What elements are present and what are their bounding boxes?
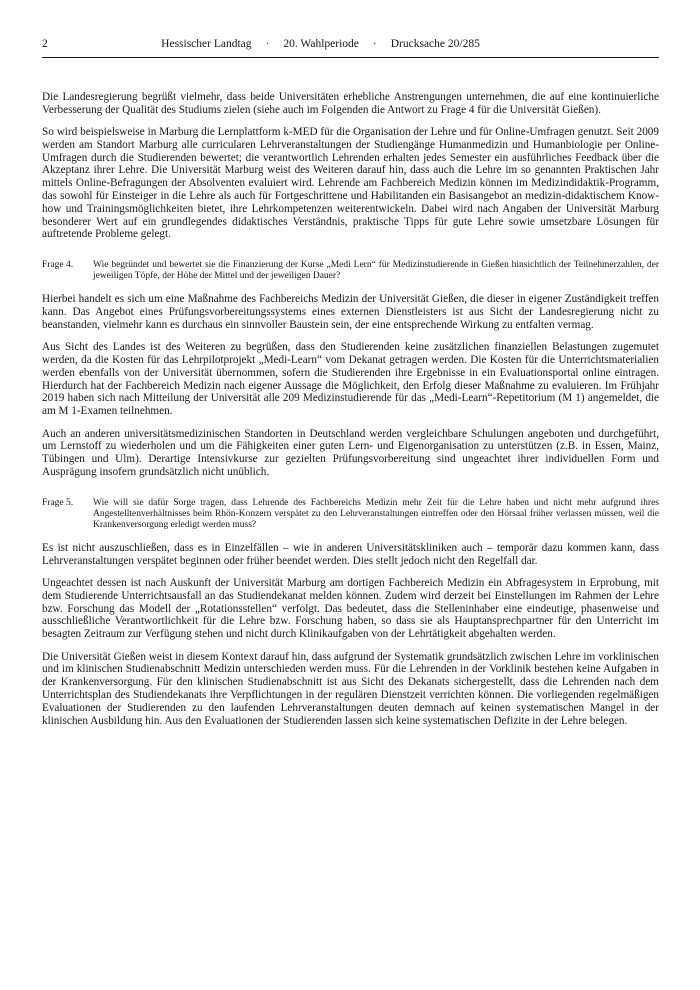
header-docket: Drucksache 20/285 [390, 38, 480, 50]
header-doc-title: Hessischer Landtag [161, 38, 252, 50]
question-label: Frage 4. [42, 260, 74, 271]
header-separator: · [265, 38, 270, 50]
paragraph: Es ist nicht auszuschließen, dass es in Einzelfällen – wie in anderen Universitätskliniken auch – temporär dazu kommen kann, dass Lehrveranstaltungen verspätet beginnen oder früher beendet werden. Dies stellt jedoch nicht den Regelfall dar. [42, 541, 659, 567]
paragraph: Hierbei handelt es sich um eine Maßnahme des Fachbereichs Medizin der Universität Gießen, die dieser in eigener Zuständigkeit treffen kann. Das Angebot eines Prüfungsvorbereitungssystems eines externen Dienstleisters ist aus Sicht der Landesregierung nicht zu beanstanden, vielmehr kann es durchaus ein sinnvoller Baustein sein, der eine entsprechende Wirkung zu entfalten vermag. [42, 293, 659, 331]
paragraph: Aus Sicht des Landes ist des Weiteren zu begrüßen, dass den Studierenden keine zusätzlichen finanziellen Belastungen zugemutet werden, da die Kosten für das Lehrpilotprojekt „Medi-Learn“ vom Dekanat getragen werden. Die Kosten für die Unterrichtsmaterialien werden ebenfalls von der Universität übernommen, sofern die Studierenden ihre Ergebnisse in ein Evaluationsportal online eintragen. Hierdurch hat der Fachbereich Medizin nach eigener Aussage die Möglichkeit, den Erfolg dieser Maßnahme zu evaluieren. Im Frühjahr 2019 haben sich nach Mitteilung der Universität alle 209 Medizinstudierende für das „Medi-Learn“-Repetitorium (M 1) angemeldet, die am M 1-Examen teilnehmen. [42, 341, 659, 418]
question-block-frage-5 [42, 498, 659, 531]
question-text: Wie begründet und bewertet sie die Finanzierung der Kurse „Medi Lern“ für Medizinstudierende in Gießen hinsichtlich der Teilnehmerzahlen, der jeweiligen Töpfe, der Höhe der Mittel und der jeweiligen Dauer? [93, 260, 659, 282]
question-text: Wie will sie dafür Sorge tragen, dass Lehrende des Fachbereichs Medizin mehr Zeit für die Lehre haben und nicht mehr aufgrund ihres Angestelltenverhältnisses beim Rhön-Konzern verspätet zu den Lehrveranstaltungen eintreffen oder den Hörsaal früher verlassen müssen, weil die Krankenversorgung erledigt werden muss? [93, 497, 659, 530]
paragraph: Ungeachtet dessen ist nach Auskunft der Universität Marburg am dortigen Fachbereich Medizin ein Abfragesystem in Erprobung, mit dem Studierende Unterrichtsausfall an das Studiendekanat melden können. Zudem wird derzeit bei Einstellungen im Rahmen der Lehre bzw. Forschung das Modell der „Rotationsstellen“ verfolgt. Das bedeutet, dass die Stelleninhaber eine eindeutige, phasenweise und ausschließliche Verantwortlichkeit für die Lehre bzw. Forschung haben, so dass sie als Hauptansprechpartner für den Unterricht im besagten Zeitraum zur Verfügung stehen und nicht durch Klinikaufgaben von der Lehrtätigkeit abgehalten werden. [42, 577, 659, 641]
paragraph: Die Landesregierung begrüßt vielmehr, dass beide Universitäten erhebliche Anstrengungen unternehmen, die auf eine kontinuierliche Verbesserung der Qualität des Studiums zielen (siehe auch im Folgenden die Antwort zu Frage 4 für die Universität Gießen). [42, 90, 659, 116]
paragraph: Die Universität Gießen weist in diesem Kontext darauf hin, dass aufgrund der Systematik grundsätzlich zwischen Lehre im vorklinischen und im klinischen Studienabschnitt Medizin unterschieden werden muss. Für die Lehrenden in der Vorklinik bestehen keine Aufgaben in der Krankenversorgung. Für den klinischen Studienabschnitt ist aus Sicht des Dekanats sichergestellt, dass die Lehrenden nach dem Unterrichtsplan des Studiendekanats ihre Verpflichtungen in der regulären Dienstzeit verrichten können. Die vorliegenden regelmäßigen Evaluationen der Studierenden zu den laufenden Lehrveranstaltungen deuten demnach auf keinen systematischen Mangel in der klinischen Ausbildung hin. Aus den Evaluationen der Studierenden lassen sich keine systematischen Defizite in der Lehre belegen. [42, 650, 659, 727]
header-period: 20. Wahlperiode [283, 38, 359, 50]
page-header [42, 38, 659, 52]
document-body [42, 91, 659, 728]
header-rule [42, 57, 659, 58]
paragraph: Auch an anderen universitätsmedizinischen Standorten in Deutschland werden vergleichbare Schulungen angeboten und durchgeführt, um Lernstoff zu wiederholen und um die Fähigkeiten einer guten Lern- und Eigenorganisation zu unterstützen (z.B. in Essen, Mainz, Tübingen und Ulm). Derartige Intensivkurse zur gezielten Prüfungsvorbereitung sind ungeachtet ihrer individuellen Form und Ausprägung insofern grundsätzlich nicht unüblich. [42, 427, 659, 479]
paragraph: So wird beispielsweise in Marburg die Lernplattform k-MED für die Organisation der Lehre und für Online-Umfragen genutzt. Seit 2009 werden am Standort Marburg alle curricularen Lehrveranstaltungen der Studiengänge Humanmedizin und Humanbiologie per Online-Umfragen durch die Studierenden bewertet; die verantwortlich Lehrenden erhalten jedes Semester ein ausführliches Feedback über die Akzeptanz ihrer Lehre. Die Universität Marburg weist des Weiteren darauf hin, dass auch die Lehre im so genannten Praktischen Jahr mittels Online-Befragungen der Absolventen evaluiert wird. Lehrende am Fachbereich Medizin können im Medizindidaktik-Programm, das sowohl für Einsteiger in die Lehre als auch für Fortgeschrittene und Habilitanden ein Basisangebot an medizin-didaktischem Know-how und Trainingsmöglichkeiten bietet, ihre Lehrkompetenzen weiterentwickeln. Dabei wird nach Angaben der Universität Marburg besonderer Wert auf ein grundlegendes didaktisches Verständnis, praktische Tipps für gute Lehre sowie umsetzbare Lösungen für auftretende Probleme gelegt. [42, 125, 659, 241]
question-label: Frage 5. [42, 497, 74, 508]
header-separator: · [372, 38, 377, 50]
page-number: 2 [42, 38, 48, 50]
question-block-frage-4 [42, 260, 659, 282]
header-title [12, 38, 629, 52]
